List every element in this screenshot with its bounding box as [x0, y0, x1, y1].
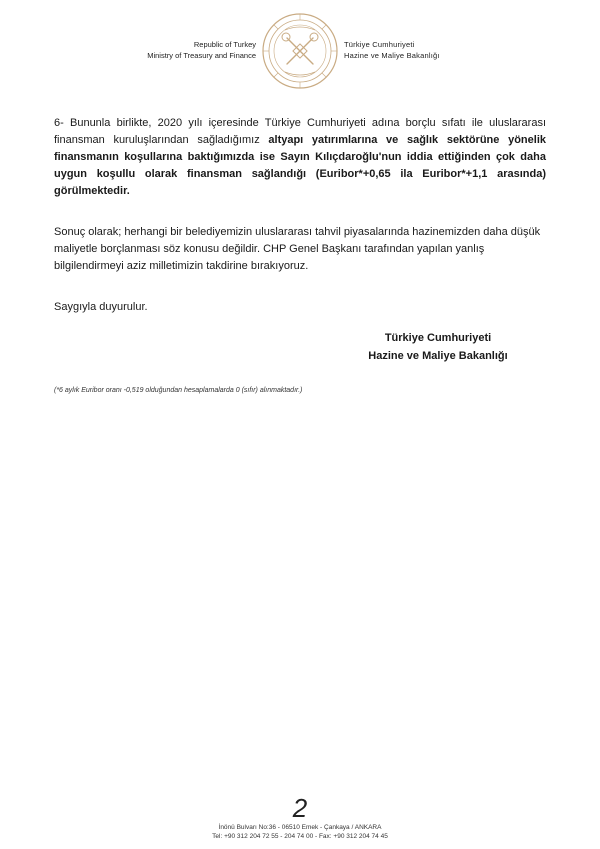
header-country-tr: Türkiye Cumhuriyeti: [344, 40, 415, 49]
header-turkish: [344, 39, 440, 61]
ministry-seal-icon: [261, 12, 339, 90]
header-country-en: Republic of Turkey: [193, 40, 256, 49]
header-ministry-tr: Hazine ve Maliye Bakanlığı: [344, 51, 440, 60]
footnote: (*6 aylık Euribor oranı -0,519 olduğundan hesaplamalarda 0 (sıfır) alınmaktadır.): [54, 387, 303, 394]
paragraph-6-bold: altyapı yatırımlarına ve sağlık sektörüne yönelik finansmanın koşullarına baktığımızda ise Sayın Kılıçdaroğlu'nun iddia ettiğinden çok daha uygun koşullu olarak finansman sağlandığı (Euribor*+0,65 ila Euribor*+1,1 arasında) görülmektedir.: [54, 134, 546, 197]
paragraph-6-text: 6- Bununla birlikte, 2020 yılı içeresinde Türkiye Cumhuriyeti adına borçlu sıfatı ile uluslararası finansman kuruluşlarından sağladığımız: [54, 117, 546, 146]
footer-address: İnönü Bulvarı No:36 - 06510 Emek - Çankaya / ANKARA: [218, 824, 382, 831]
signature-line1: Türkiye Cumhuriyeti: [384, 332, 492, 344]
paragraph-closing: Saygıyla duyurulur.: [54, 301, 148, 313]
footer-contact: Tel: +90 312 204 72 55 - 204 74 00 - Fax: +90 312 204 74 45: [212, 833, 388, 840]
document-body: [54, 115, 546, 316]
paragraph-6: [54, 115, 546, 200]
footer: [0, 823, 600, 841]
paragraph-conclusion: Sonuç olarak; herhangi bir belediyemizin uluslararası tahvil piyasalarında hazinemizden daha düşük maliyetle borçlanması söz konusu değildir. CHP Genel Başkanı tarafından yapılan yanlış bilgilendirmeyi aziz milletimizin takdirine bırakıyoruz.: [54, 226, 541, 272]
header-ministry-en: Ministry of Treasury and Finance: [147, 51, 256, 60]
signature-block: [338, 329, 538, 365]
signature-line2: Hazine ve Maliye Bakanlığı: [368, 350, 508, 362]
page-number: 2: [292, 793, 308, 823]
header-english: [147, 39, 256, 61]
